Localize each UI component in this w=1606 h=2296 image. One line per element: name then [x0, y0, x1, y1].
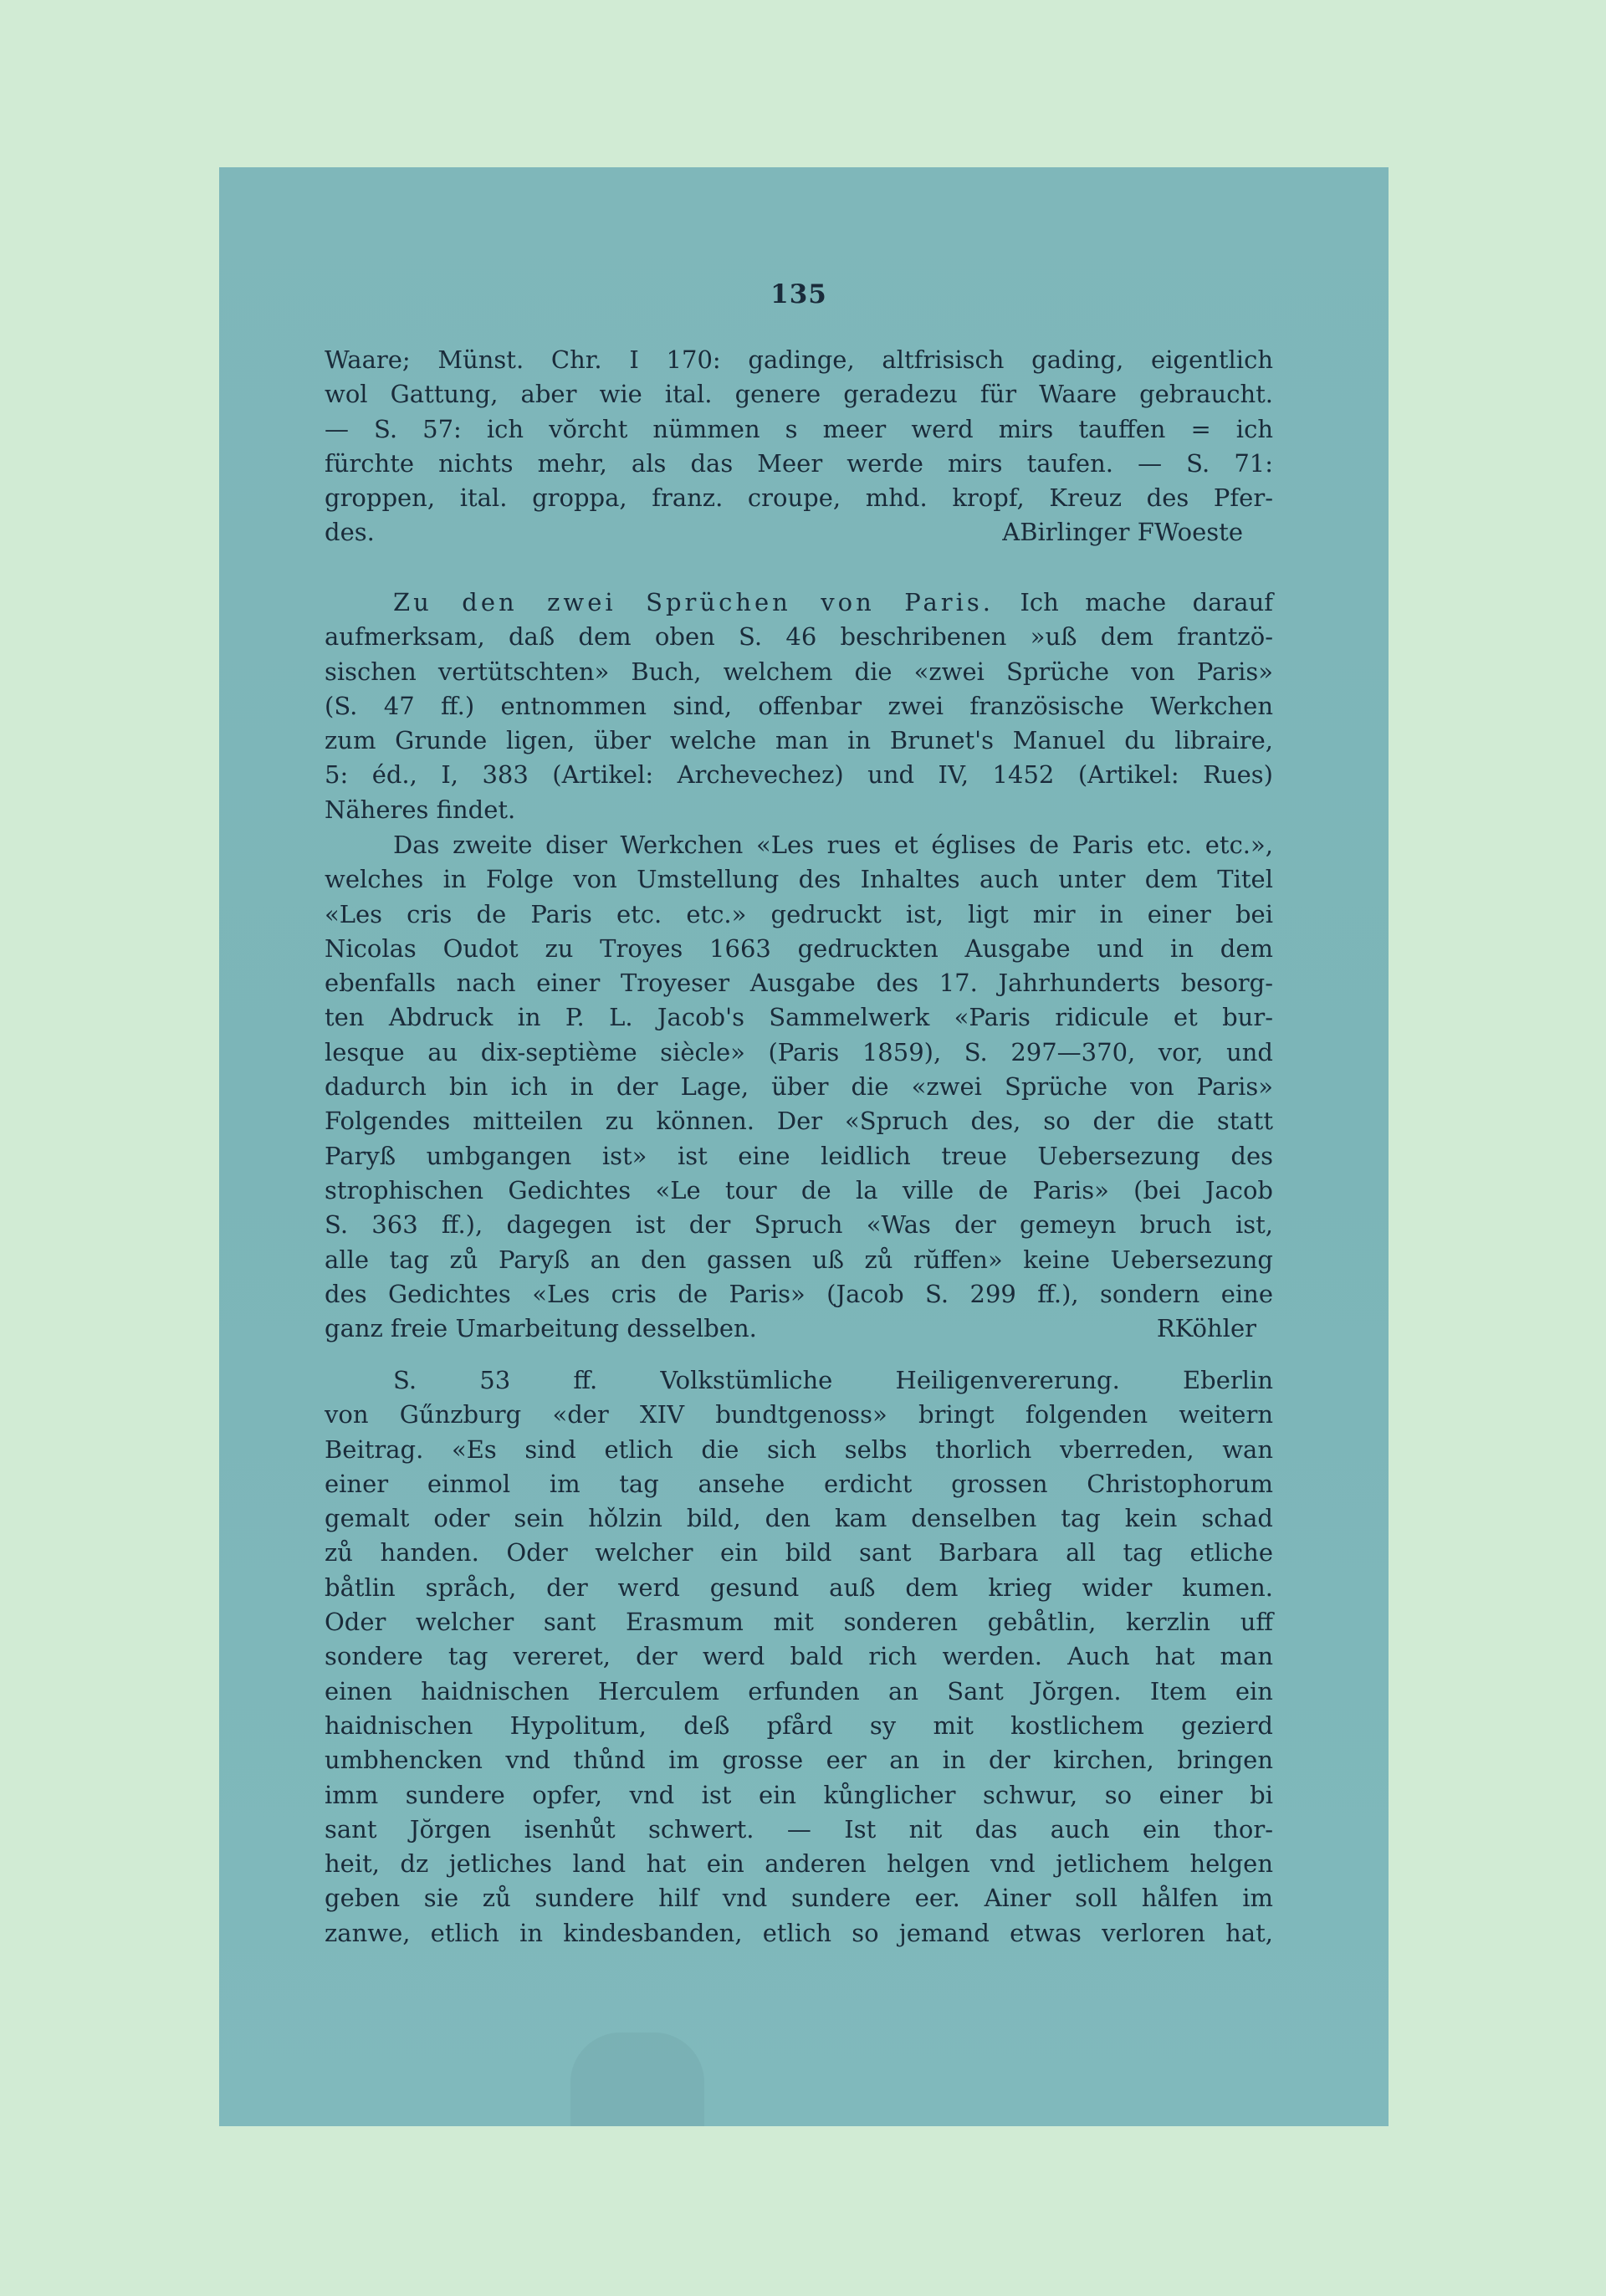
text-line: gemalt oder sein hǒlzin bild, den kam denselben tag kein schad — [325, 1504, 1273, 1533]
author-signature: ABirlinger FWoeste — [1002, 518, 1243, 547]
text-line: S. 53 ff. Volkstümliche Heiligenvererung. Eberlin — [393, 1366, 1273, 1394]
text-line: Näheres findet. — [325, 795, 516, 824]
text-line: haidnischen Hypolitum, deß pfård sy mit kostlichem gezierd — [325, 1710, 1273, 1740]
text-line: von Gűnzburg «der XIV bundtgenoss» bringt folgenden weitern — [325, 1400, 1273, 1429]
text-line: dadurch bin ich in der Lage, über die «zwei Sprüche von Paris» — [325, 1072, 1273, 1102]
text-line: einer einmol im tag ansehe erdicht grossen Christophorum — [325, 1469, 1273, 1498]
scan-shadow — [570, 2033, 704, 2126]
paragraph-continuation — [325, 343, 1273, 550]
text-line-end: ganz freie Umarbeitung desselben. — [325, 1314, 757, 1343]
text-line: ten Abdruck in P. L. Jacob's Sammelwerk «Paris ridicule et bur- — [325, 1003, 1273, 1032]
signature-line — [325, 515, 1273, 550]
text-line: imm sundere opfer, vnd ist ein kůnglicher schwur, so einer bi — [325, 1780, 1273, 1809]
text-line: — S. 57: ich vŏrcht nümmen s meer werd mirs tauffen = ich — [325, 414, 1273, 443]
text-line: ebenfalls nach einer Troyeser Ausgabe des 17. Jahrhunderts besorg- — [325, 969, 1273, 998]
text-line-end: des. — [325, 518, 375, 547]
page-number: 135 — [770, 279, 827, 309]
signature-line — [325, 1312, 1273, 1346]
text-line: zů handen. Oder welcher ein bild sant Barbara all tag etliche — [325, 1538, 1273, 1567]
text-line: wol Gattung, aber wie ital. genere geradezu für Waare gebraucht. — [325, 380, 1273, 409]
text-line: aufmerksam, daß dem oben S. 46 beschribenen »uß dem frantzö- — [325, 622, 1273, 652]
section-heading-line — [325, 586, 1273, 620]
text-line: des Gedichtes «Les cris de Paris» (Jacob S. 299 ff.), sondern eine — [325, 1279, 1273, 1308]
text-line: (S. 47 ff.) entnommen sind, offenbar zwei französische Werkchen — [325, 691, 1273, 720]
text-line: Paryß umbgangen ist» ist eine leidlich treue Uebersezung des — [325, 1141, 1273, 1170]
author-signature: RKöhler — [1156, 1314, 1256, 1343]
text-line: sischen vertütschten» Buch, welchem die «zwei Sprüche von Paris» — [325, 657, 1273, 686]
paragraph-werkchen — [325, 828, 1273, 1346]
text-line: Nicolas Oudot zu Troyes 1663 gedruckten Ausgabe und in dem — [325, 933, 1273, 963]
text-line: heit, dz jetliches land hat ein anderen helgen vnd jetlichem helgen — [325, 1849, 1273, 1879]
text-line: sondere tag vereret, der werd bald rich werden. Auch hat man — [325, 1642, 1273, 1671]
text-line: umbhencken vnd thůnd im grosse eer an in der kirchen, bringen — [325, 1746, 1273, 1775]
scanned-page — [219, 167, 1389, 2126]
text-line: fürchte nichts mehr, als das Meer werde mirs taufen. — S. 71: — [325, 448, 1273, 478]
text-line: Folgendes mitteilen zu können. Der «Spruch des, so der die statt — [325, 1107, 1273, 1136]
text-line: einen haidnischen Herculem erfunden an Sant Jŏrgen. Item ein — [325, 1676, 1273, 1705]
section-heading: Zu den zwei Sprüchen von Paris. — [393, 588, 994, 616]
text-line: båtlin språch, der werd gesund auß dem krieg wider kumen. — [325, 1572, 1273, 1602]
text-line: Beitrag. «Es sind etlich die sich selbs thorlich vberreden, wan — [325, 1434, 1273, 1464]
text-line: 5: éd., I, 383 (Artikel: Archevechez) und IV, 1452 (Artikel: Rues) — [325, 760, 1273, 790]
text-line: alle tag zů Paryß an den gassen uß zů rŭffen» keine Uebersezung — [325, 1245, 1273, 1274]
text-line: zum Grunde ligen, über welche man in Brunet's Manuel du libraire, — [325, 726, 1273, 755]
text-line: zanwe, etlich in kindesbanden, etlich so jemand etwas verloren hat, — [325, 1918, 1273, 1947]
text-line: sant Jŏrgen isenhůt schwert. — Ist nit das auch ein thor- — [325, 1814, 1273, 1843]
text-line: groppen, ital. groppa, franz. croupe, mhd. kropf, Kreuz des Pfer- — [325, 483, 1273, 513]
section-heiligenvererung — [325, 1363, 1273, 1951]
heading-rest: Ich mache darauf — [1020, 588, 1273, 616]
text-line: «Les cris de Paris etc. etc.» gedruckt ist, ligt mir in einer bei — [325, 899, 1273, 928]
text-line: welches in Folge von Umstellung des Inhaltes auch unter dem Titel — [325, 865, 1273, 894]
section-paris — [325, 586, 1273, 827]
text-line: Das zweite diser Werkchen «Les rues et églises de Paris etc. etc.», — [393, 831, 1273, 859]
text-line: Oder welcher sant Erasmum mit sonderen gebåtlin, kerzlin uff — [325, 1608, 1273, 1637]
text-line: Waare; Münst. Chr. I 170: gadinge, altfrisisch gading, eigentlich — [325, 345, 1273, 374]
text-line: strophischen Gedichtes «Le tour de la ville de Paris» (bei Jacob — [325, 1175, 1273, 1204]
text-line: lesque au dix-septième siècle» (Paris 1859), S. 297—370, vor, und — [325, 1037, 1273, 1066]
text-line: geben sie zů sundere hilf vnd sundere eer. Ainer soll hålfen im — [325, 1884, 1273, 1913]
text-line: S. 363 ff.), dagegen ist der Spruch «Was der gemeyn bruch ist, — [325, 1210, 1273, 1240]
